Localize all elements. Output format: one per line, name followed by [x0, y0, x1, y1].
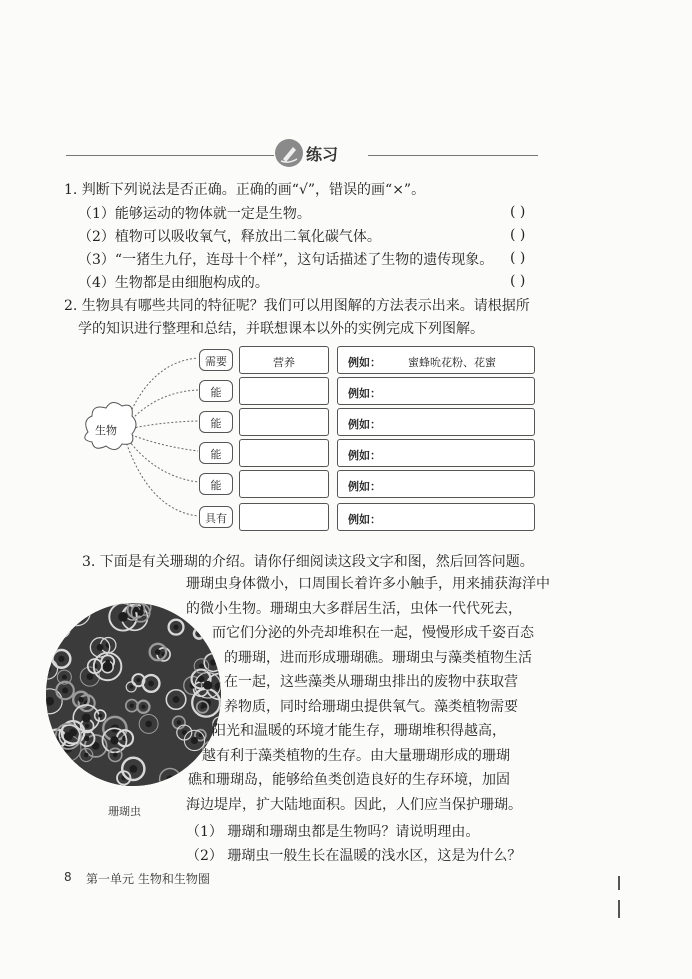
page-number: 8: [64, 870, 72, 884]
q2-stem-line-2: 学的知识进行整理和总结，并联想课本以外的实例完成下列图解。: [78, 321, 484, 337]
coral-polyp-mouth: [200, 705, 204, 709]
coral-polyp-mouth: [87, 673, 94, 680]
diagram-example-label: 例如：: [348, 513, 381, 526]
coral-polyp-mouth: [155, 649, 161, 655]
coral-polyp-mouth: [103, 662, 113, 672]
coral-polyp-mouth: [141, 705, 145, 709]
coral-polyp-mouth: [191, 737, 198, 744]
diagram-verb-label: 需要: [205, 355, 227, 368]
diagram-trait-box[interactable]: [239, 408, 329, 436]
coral-polyp-mouth: [66, 732, 73, 739]
diagram-trait-box[interactable]: [239, 377, 329, 405]
diagram-example-box[interactable]: [337, 439, 535, 467]
diagram-example-label: 例如：: [348, 480, 381, 493]
page-title: 练习: [306, 145, 339, 164]
coral-polyp-mouth: [173, 625, 178, 630]
q1-answer-blank-2[interactable]: ( ): [510, 227, 526, 243]
q1-answer-blank-3[interactable]: ( ): [510, 250, 526, 266]
q1-stem: 1. 判断下列说法是否正确。正确的画“√”，错误的画“×”。: [64, 182, 426, 198]
coral-polyp-mouth: [129, 765, 137, 773]
diagram-verb-label: 具有: [205, 512, 227, 525]
passage-line-1: 珊瑚虫身体微小，口周围长着许多小触手，用来捕获海洋中: [186, 576, 550, 592]
coral-polyp-mouth: [110, 736, 118, 744]
photo-caption: 珊瑚虫: [108, 805, 141, 818]
coral-polyp-mouth: [129, 685, 133, 689]
passage-line-8: 越有利于藻类植物的生存。由大量珊瑚形成的珊瑚: [202, 748, 510, 764]
footer-unit: 第一单元 生物和生物圈: [86, 872, 210, 886]
coral-polyp-photo: [46, 603, 221, 786]
diagram-example-box[interactable]: [337, 503, 535, 531]
passage-line-7: 阳光和温暖的环境才能生存，珊瑚堆积得越高，: [212, 723, 506, 739]
coral-polyp-image: [46, 603, 221, 786]
passage-line-2: 的微小生物。珊瑚虫大多群居生活，虫体一代代死去，: [186, 601, 522, 617]
diagram-verb-label: 能: [210, 448, 222, 461]
coral-polyp-mouth: [84, 736, 89, 741]
q1-item-3: （3）“一猪生九仔，连母十个样”，这句话描述了生物的遗传现象。: [78, 252, 494, 268]
passage-line-9: 礁和珊瑚岛，能够给鱼类创造良好的生存环境，加固: [188, 772, 510, 788]
diagram-example-box[interactable]: [337, 408, 535, 436]
coral-polyp-mouth: [58, 656, 64, 662]
diagram-example-label: 例如：: [348, 449, 381, 462]
diagram-verb-box: [199, 473, 233, 495]
coral-polyp-mouth: [62, 675, 67, 680]
header-rule-left: [66, 155, 274, 156]
coral-polyp-mouth: [173, 696, 180, 703]
diagram-verb-label: 能: [210, 386, 222, 399]
header-rule-right: [368, 155, 538, 156]
q3-question-2: （2） 珊瑚虫一般生长在温暖的浅水区，这是为什么？: [186, 848, 522, 864]
coral-polyp-mouth: [118, 612, 128, 622]
diagram-example-label: 例如：: [348, 356, 381, 369]
coral-polyp-mouth: [62, 687, 68, 693]
coral-polyp-mouth: [199, 664, 204, 669]
diagram-trait-box[interactable]: [239, 346, 329, 374]
q3-question-1: （1） 珊瑚和珊瑚虫都是生物吗？请说明理由。: [186, 824, 480, 840]
coral-polyp-mouth: [136, 678, 140, 682]
diagram-example-box[interactable]: [337, 346, 535, 374]
diagram-verb-box: [199, 506, 233, 528]
q1-item-1: （1）能够运动的物体就一定是生物。: [78, 206, 311, 222]
coral-polyp-mouth: [177, 720, 181, 724]
diagram-trait-text: 营养: [273, 356, 295, 369]
q3-stem: 3. 下面是有关珊瑚的介绍。请你仔细阅读这段文字和图，然后回答问题。: [82, 554, 534, 570]
passage-line-3: 而它们分泌的外壳却堆积在一起，慢慢形成千姿百态: [212, 625, 534, 641]
coral-polyp-mouth: [145, 721, 152, 728]
center-label: 生物: [95, 424, 117, 437]
coral-polyp-mouth: [84, 753, 89, 758]
coral-polyp-mouth: [82, 713, 91, 722]
coral-polyp-mouth: [97, 644, 104, 651]
exercise-pen-icon: [275, 139, 303, 167]
diagram-example-label: 例如：: [348, 387, 381, 400]
diagram-trait-box[interactable]: [239, 503, 329, 531]
diagram-trait-box[interactable]: [239, 439, 329, 467]
coral-polyp-mouth: [148, 680, 154, 686]
coral-polyp-mouth: [130, 704, 134, 708]
q1-item-4: （4）生物都是由细胞构成的。: [78, 275, 269, 291]
diagram-trait-box[interactable]: [239, 470, 329, 498]
diagram-example-box[interactable]: [337, 377, 535, 405]
coral-polyp-mouth: [98, 714, 102, 718]
passage-line-10: 海边堤岸，扩大陆地面积。因此，人们应当保护珊瑚。: [186, 797, 522, 813]
diagram-verb-box: [199, 442, 233, 464]
coral-polyp-mouth: [113, 753, 118, 758]
diagram-example-text: 蜜蜂吮花粉、花蜜: [408, 356, 496, 369]
q1-item-2: （2）植物可以吸收氧气，释放出二氧化碳气体。: [78, 229, 381, 245]
edge-mark: [618, 876, 620, 890]
diagram-verb-box: [199, 349, 233, 371]
diagram-verb-box: [199, 411, 233, 433]
passage-line-5: 在一起，这些藻类从珊瑚虫排出的废物中获取营: [224, 674, 518, 690]
edge-mark: [618, 900, 620, 918]
diagram-example-label: 例如：: [348, 418, 381, 431]
diagram-verb-label: 能: [210, 417, 222, 430]
passage-line-6: 养物质，同时给珊瑚虫提供氧气。藻类植物需要: [224, 699, 518, 715]
coral-polyp-mouth: [85, 724, 89, 728]
diagram-example-box[interactable]: [337, 470, 535, 498]
passage-line-4: 的珊瑚，进而形成珊瑚礁。珊瑚虫与藻类植物生活: [224, 650, 532, 666]
coral-polyp-mouth: [203, 681, 212, 690]
coral-polyp-mouth: [137, 609, 143, 615]
diagram-verb-box: [199, 380, 233, 402]
q1-answer-blank-1[interactable]: ( ): [510, 204, 526, 220]
q1-answer-blank-4[interactable]: ( ): [510, 273, 526, 289]
q2-stem-line-1: 2. 生物具有哪些共同的特征呢？我们可以用图解的方法表示出来。请根据所: [64, 298, 530, 314]
coral-polyp-mouth: [78, 697, 83, 702]
diagram-verb-label: 能: [210, 479, 222, 492]
